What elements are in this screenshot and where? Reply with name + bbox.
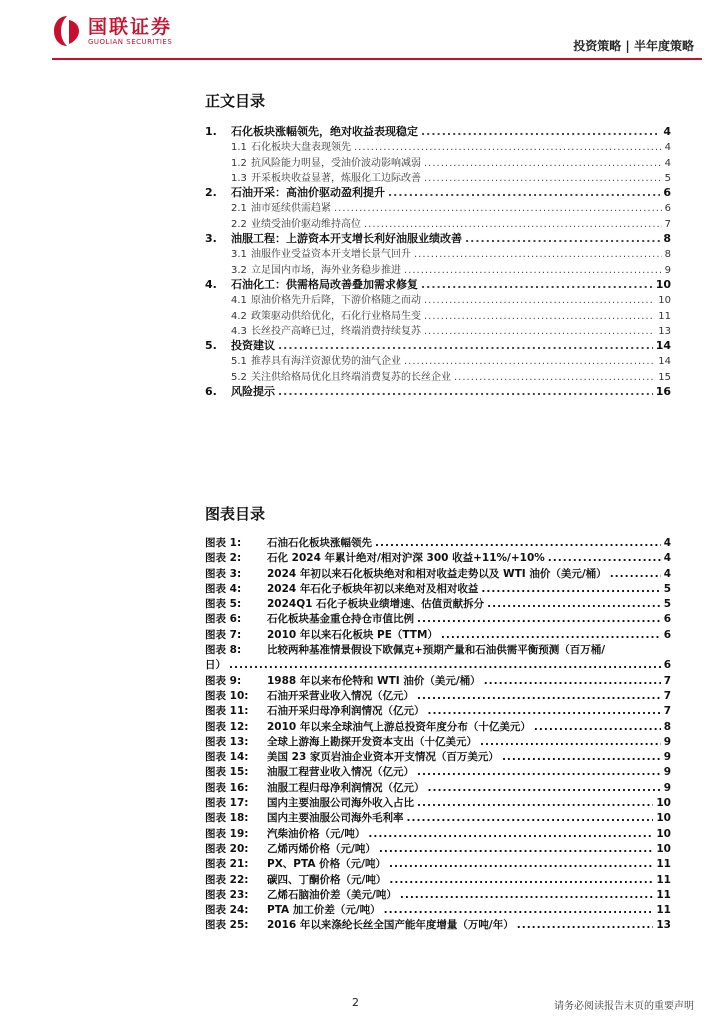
figure-entry-label-continued: 日） — [205, 659, 226, 672]
figure-entry-label: PTA 加工价差（元/吨） — [267, 904, 381, 917]
toc-title: 正文目录 — [205, 92, 266, 110]
figure-entry[interactable] — [205, 917, 671, 932]
figure-entry-label: PX、PTA 价格（元/吨） — [267, 858, 386, 871]
toc-entry[interactable] — [205, 368, 671, 383]
figure-entry-page: 5 — [663, 598, 671, 611]
figure-entry-page: 10 — [656, 812, 671, 825]
figure-entry[interactable] — [205, 887, 671, 902]
toc-entry-number: 5.1 — [231, 356, 247, 368]
toc-entry-page: 14 — [655, 339, 671, 353]
toc-entry-page: 6 — [663, 186, 671, 200]
dot-leader — [610, 568, 661, 580]
figure-entry-label: 2016 年以来涤纶长丝全国产能年度增量（万吨/年） — [267, 919, 514, 932]
figure-entry-label: 汽柴油价格（元/吨） — [267, 827, 366, 840]
dot-leader — [517, 919, 654, 931]
dot-leader — [428, 782, 661, 794]
figure-entry-label: 石油石化板块涨幅领先 — [267, 537, 372, 549]
dot-leader — [400, 889, 654, 901]
figure-entry-page: 9 — [663, 781, 671, 794]
figure-entry[interactable] — [205, 719, 671, 734]
figure-entry-label: 油服工程归母净利润情况（亿元） — [267, 781, 425, 794]
dot-leader — [424, 311, 655, 322]
figure-entry-label: 1988 年以来布伦特和 WTI 油价（美元/桶） — [267, 674, 481, 687]
toc-entry-label: 开采板块收益显著，炼服化工边际改善 — [251, 172, 421, 184]
figures-title: 图表目录 — [205, 505, 266, 523]
figure-entry-number: 图表 13: — [205, 735, 249, 748]
dot-leader — [278, 339, 653, 352]
figure-entry-label: 石油开采归母净利润情况（亿元） — [267, 705, 425, 718]
figure-entry[interactable] — [205, 627, 671, 642]
dot-leader — [368, 828, 653, 840]
figure-entry-page: 9 — [663, 751, 671, 764]
figure-entry[interactable] — [205, 581, 671, 596]
figure-list — [205, 535, 671, 933]
logo-chinese-name: 国联证券 — [88, 15, 173, 38]
figure-entry[interactable] — [205, 810, 671, 825]
dot-leader — [404, 356, 655, 367]
toc-entry-page: 16 — [655, 385, 671, 399]
figure-entry-label: 2010 年以来全球油气上游总投资年度分布（十亿美元） — [267, 720, 531, 733]
toc-entry-label: 关注供给格局优化且终端消费复苏的长丝企业 — [251, 371, 451, 383]
figure-entry[interactable] — [205, 703, 671, 718]
toc-entry-page: 5 — [664, 172, 671, 184]
figure-entry-number: 图表 12: — [205, 720, 249, 733]
figure-entry-label: 碳四、丁酮价格（元/吨） — [267, 873, 387, 886]
dot-leader — [428, 705, 661, 717]
toc-entry-number: 1. — [205, 125, 217, 138]
toc-entry-page: 11 — [658, 310, 671, 322]
toc-entry-label: 原油价格先升后降，下游价格随之而动 — [251, 295, 421, 307]
toc-entry[interactable] — [205, 352, 671, 367]
figure-entry-number: 图表 20: — [205, 842, 249, 855]
dot-leader — [424, 173, 662, 184]
toc-entry-page: 4 — [664, 157, 671, 169]
dot-leader — [379, 843, 654, 855]
figure-entry-number: 图表 4: — [205, 582, 242, 595]
toc-entry-number: 2.1 — [231, 203, 247, 215]
figure-entry-page: 8 — [663, 720, 671, 733]
dot-leader — [480, 736, 661, 748]
toc-entry-label: 政策驱动供给优化，石化行业格局生变 — [251, 310, 421, 322]
toc-entry-page: 9 — [664, 264, 671, 276]
toc-entry-label: 油市延续供需趋紧 — [251, 203, 331, 215]
header-divider — [52, 58, 702, 60]
figure-entry-number: 图表 7: — [205, 628, 242, 641]
figure-entry-label: 国内主要油服公司海外毛利率 — [267, 812, 404, 825]
figure-entry-page: 10 — [656, 827, 671, 840]
dot-leader — [414, 249, 662, 260]
toc-entry-number: 2. — [205, 186, 217, 200]
figure-entry[interactable] — [205, 596, 671, 611]
figure-entry-page: 13 — [656, 919, 671, 932]
figure-entry-number: 图表 18: — [205, 812, 249, 825]
toc-entry-label: 风险提示 — [231, 385, 275, 399]
dot-leader — [278, 385, 653, 398]
figure-entry-number: 图表 11: — [205, 705, 249, 718]
dot-leader — [421, 278, 653, 291]
figure-entry[interactable] — [205, 826, 671, 841]
toc-entry-number: 4.3 — [231, 325, 247, 337]
figure-entry-label: 2024 年初以来石化板块绝对和相对收益走势以及 WTI 油价（美元/桶） — [267, 567, 607, 580]
figure-entry-number: 图表 2: — [205, 552, 242, 565]
figure-entry-page: 7 — [663, 674, 671, 687]
guolian-logo-icon — [52, 14, 82, 48]
figure-entry-number: 图表 1: — [205, 537, 242, 549]
dot-leader — [375, 537, 661, 549]
toc-entry-number: 4. — [205, 277, 217, 291]
figure-entry-number: 图表 10: — [205, 689, 249, 702]
dot-leader — [465, 232, 660, 245]
toc-entry[interactable] — [205, 261, 671, 276]
figure-entry-label: 比较两种基准情景假设下欧佩克+预期产量和石油供需平衡预测（百万桶/ — [267, 644, 606, 657]
toc-entry-number: 2.2 — [231, 218, 247, 230]
figure-entry-label: 全球上游海上勘探开发资本支出（十亿美元） — [267, 735, 477, 748]
dot-leader — [417, 766, 661, 778]
dot-leader — [548, 552, 661, 564]
figure-entry-page: 7 — [663, 705, 671, 718]
figure-entry[interactable] — [205, 795, 671, 810]
toc-entry-label: 石油开采：高油价驱动盈利提升 — [231, 186, 385, 200]
figure-entry-page: 4 — [663, 552, 671, 565]
toc-entry[interactable] — [205, 245, 671, 260]
figure-entry-label: 石化板块基金重仓持仓市值比例 — [267, 613, 414, 626]
figure-entry-number: 图表 15: — [205, 766, 249, 779]
table-of-contents — [205, 123, 671, 398]
dot-leader — [487, 598, 661, 610]
toc-entry-number: 5.2 — [231, 371, 247, 383]
figure-entry[interactable] — [205, 902, 671, 917]
figure-entry[interactable] — [205, 841, 671, 856]
dot-leader — [388, 186, 660, 199]
figure-entry[interactable] — [205, 550, 671, 565]
figure-entry-number: 图表 24: — [205, 904, 249, 917]
toc-entry[interactable] — [205, 154, 671, 169]
figure-entry-label: 美国 23 家页岩油企业资本开支情况（百万美元） — [267, 751, 499, 764]
dot-leader — [481, 583, 660, 595]
dot-leader — [484, 675, 661, 687]
figure-entry[interactable] — [205, 688, 671, 703]
toc-entry-number: 5. — [205, 339, 217, 353]
toc-entry-label: 业绩受油价驱动维持高位 — [251, 218, 361, 230]
figure-entry-page: 11 — [656, 904, 671, 917]
figure-entry-number: 图表 21: — [205, 858, 249, 871]
toc-entry[interactable] — [205, 199, 671, 214]
toc-entry-page: 15 — [658, 371, 671, 383]
dot-leader — [424, 326, 655, 337]
figure-entry-number: 图表 6: — [205, 613, 242, 626]
figure-entry-page: 10 — [656, 797, 671, 810]
dot-leader — [389, 874, 653, 886]
toc-entry-label: 石油化工：供需格局改善叠加需求修复 — [231, 277, 418, 291]
figure-entry-label: 2024Q1 石化子板块业绩增速、估值贡献拆分 — [267, 598, 485, 611]
dot-leader — [334, 203, 662, 214]
toc-entry-page: 8 — [663, 232, 671, 246]
toc-entry-number: 3.2 — [231, 264, 247, 276]
toc-entry-page: 14 — [658, 356, 671, 368]
toc-entry-label: 立足国内市场，海外业务稳步推进 — [251, 264, 401, 276]
toc-entry-label: 油服作业受益资本开支增长景气回升 — [251, 249, 411, 261]
dot-leader — [407, 812, 654, 824]
figure-entry-page: 9 — [663, 735, 671, 748]
figure-entry-page: 11 — [656, 858, 671, 871]
toc-entry[interactable] — [205, 169, 671, 184]
toc-entry[interactable] — [205, 322, 671, 337]
figure-entry-label: 2024 年石化子板块年初以来绝对及相对收益 — [267, 582, 479, 595]
dot-leader — [424, 295, 655, 306]
dot-leader — [229, 659, 661, 671]
dot-leader — [417, 613, 661, 625]
toc-entry[interactable] — [205, 184, 671, 199]
toc-entry-label: 油服工程：上游资本开支增长利好油服业绩改善 — [231, 232, 462, 246]
toc-entry-number: 4.2 — [231, 310, 247, 322]
toc-entry-page: 4 — [663, 125, 671, 138]
figure-entry-page: 6 — [663, 613, 671, 626]
dot-leader — [417, 690, 661, 702]
figure-entry-label: 乙烯石脑油价差（美元/吨） — [267, 888, 397, 901]
figure-entry-label: 石油开采营业收入情况（亿元） — [267, 689, 414, 702]
toc-entry-page: 4 — [664, 142, 671, 154]
figure-entry-page: 11 — [656, 873, 671, 886]
toc-entry-number: 3.1 — [231, 249, 247, 261]
figure-entry-label: 油服工程营业收入情况（亿元） — [267, 766, 414, 779]
figure-entry[interactable] — [205, 535, 671, 550]
figure-entry[interactable] — [205, 734, 671, 749]
figure-entry-page: 9 — [663, 766, 671, 779]
figure-entry-number: 图表 14: — [205, 751, 249, 764]
toc-entry-page: 13 — [658, 325, 671, 337]
figure-entry-page: 4 — [663, 567, 671, 580]
toc-entry-page: 8 — [664, 249, 671, 261]
toc-entry-label: 长丝投产高峰已过，终端消费持续复苏 — [251, 325, 421, 337]
toc-entry[interactable] — [205, 291, 671, 306]
toc-entry-page: 10 — [655, 277, 671, 291]
toc-entry-number: 1.2 — [231, 157, 247, 169]
figure-entry-number: 图表 16: — [205, 781, 249, 794]
figure-entry-label: 国内主要油服公司海外收入占比 — [267, 797, 414, 810]
dot-leader — [424, 158, 662, 169]
figure-entry-number: 图表 9: — [205, 674, 242, 687]
toc-entry[interactable] — [205, 383, 671, 398]
figure-entry-page: 7 — [663, 689, 671, 702]
figure-entry-page: 10 — [656, 842, 671, 855]
page-number: 2 — [352, 996, 359, 1009]
toc-entry-page: 6 — [664, 203, 671, 215]
dot-leader — [354, 142, 662, 153]
figure-entry-page: 6 — [663, 659, 671, 672]
figure-entry-page: 5 — [663, 582, 671, 595]
figure-entry-number: 图表 25: — [205, 919, 249, 932]
toc-entry-number: 1.3 — [231, 172, 247, 184]
toc-entry-label: 推荐具有海洋资源优势的油气企业 — [251, 356, 401, 368]
figure-entry-number: 图表 22: — [205, 873, 249, 886]
dot-leader — [417, 797, 653, 809]
figure-entry-number: 图表 5: — [205, 598, 242, 611]
figure-entry-number: 图表 8: — [205, 644, 242, 657]
figure-entry[interactable] — [205, 856, 671, 871]
figure-entry[interactable] — [205, 749, 671, 764]
figure-entry-number: 图表 17: — [205, 797, 249, 810]
figure-entry-number: 图表 19: — [205, 827, 249, 840]
disclaimer-note: 请务必阅读报告末页的重要声明 — [554, 1001, 694, 1012]
figure-entry[interactable] — [205, 642, 671, 673]
figure-entry-label: 石化 2024 年累计绝对/相对沪深 300 收益+11%/+10% — [267, 552, 545, 565]
figure-entry[interactable] — [205, 611, 671, 626]
toc-entry-number: 6. — [205, 385, 217, 399]
figure-entry[interactable] — [205, 872, 671, 887]
dot-leader — [389, 858, 653, 870]
figure-entry-number: 图表 3: — [205, 567, 242, 580]
figure-entry-page: 4 — [663, 537, 671, 549]
figure-entry-number: 图表 23: — [205, 888, 249, 901]
toc-entry[interactable] — [205, 337, 671, 352]
toc-entry-page: 10 — [658, 295, 671, 307]
dot-leader — [421, 125, 660, 138]
dot-leader — [384, 904, 654, 916]
figure-entry-page: 11 — [656, 888, 671, 901]
toc-entry-page: 7 — [664, 218, 671, 230]
toc-entry[interactable] — [205, 276, 671, 291]
figure-entry[interactable] — [205, 673, 671, 688]
figure-entry-page: 6 — [663, 628, 671, 641]
toc-entry-label: 石化板块涨幅领先，绝对收益表现稳定 — [231, 125, 418, 138]
figure-entry-label: 2010 年以来石化板块 PE（TTM） — [267, 628, 438, 641]
toc-entry-label: 石化板块大盘表现领先 — [251, 142, 351, 154]
toc-entry[interactable] — [205, 230, 671, 245]
toc-entry[interactable] — [205, 307, 671, 322]
toc-entry[interactable] — [205, 123, 671, 138]
dot-leader — [364, 219, 662, 230]
dot-leader — [441, 629, 661, 641]
figure-entry[interactable] — [205, 566, 671, 581]
toc-entry-number: 1.1 — [231, 142, 247, 154]
dot-leader — [502, 751, 661, 763]
toc-entry-number: 4.1 — [231, 295, 247, 307]
figure-entry[interactable] — [205, 764, 671, 779]
toc-entry[interactable] — [205, 138, 671, 153]
toc-entry-label: 投资建议 — [231, 339, 275, 353]
figure-entry-label: 乙烯丙烯价格（元/吨） — [267, 842, 376, 855]
toc-entry-label: 抗风险能力明显，受油价波动影响减弱 — [251, 157, 421, 169]
toc-entry-number: 3. — [205, 232, 217, 246]
company-logo — [52, 14, 172, 48]
dot-leader — [404, 265, 662, 276]
toc-entry[interactable] — [205, 215, 671, 230]
report-type-label: 投资策略 | 半年度策略 — [573, 39, 694, 53]
dot-leader — [454, 372, 655, 383]
dot-leader — [534, 721, 661, 733]
logo-english-name: GUOLIAN SECURITIES — [88, 37, 173, 46]
figure-entry[interactable] — [205, 780, 671, 795]
